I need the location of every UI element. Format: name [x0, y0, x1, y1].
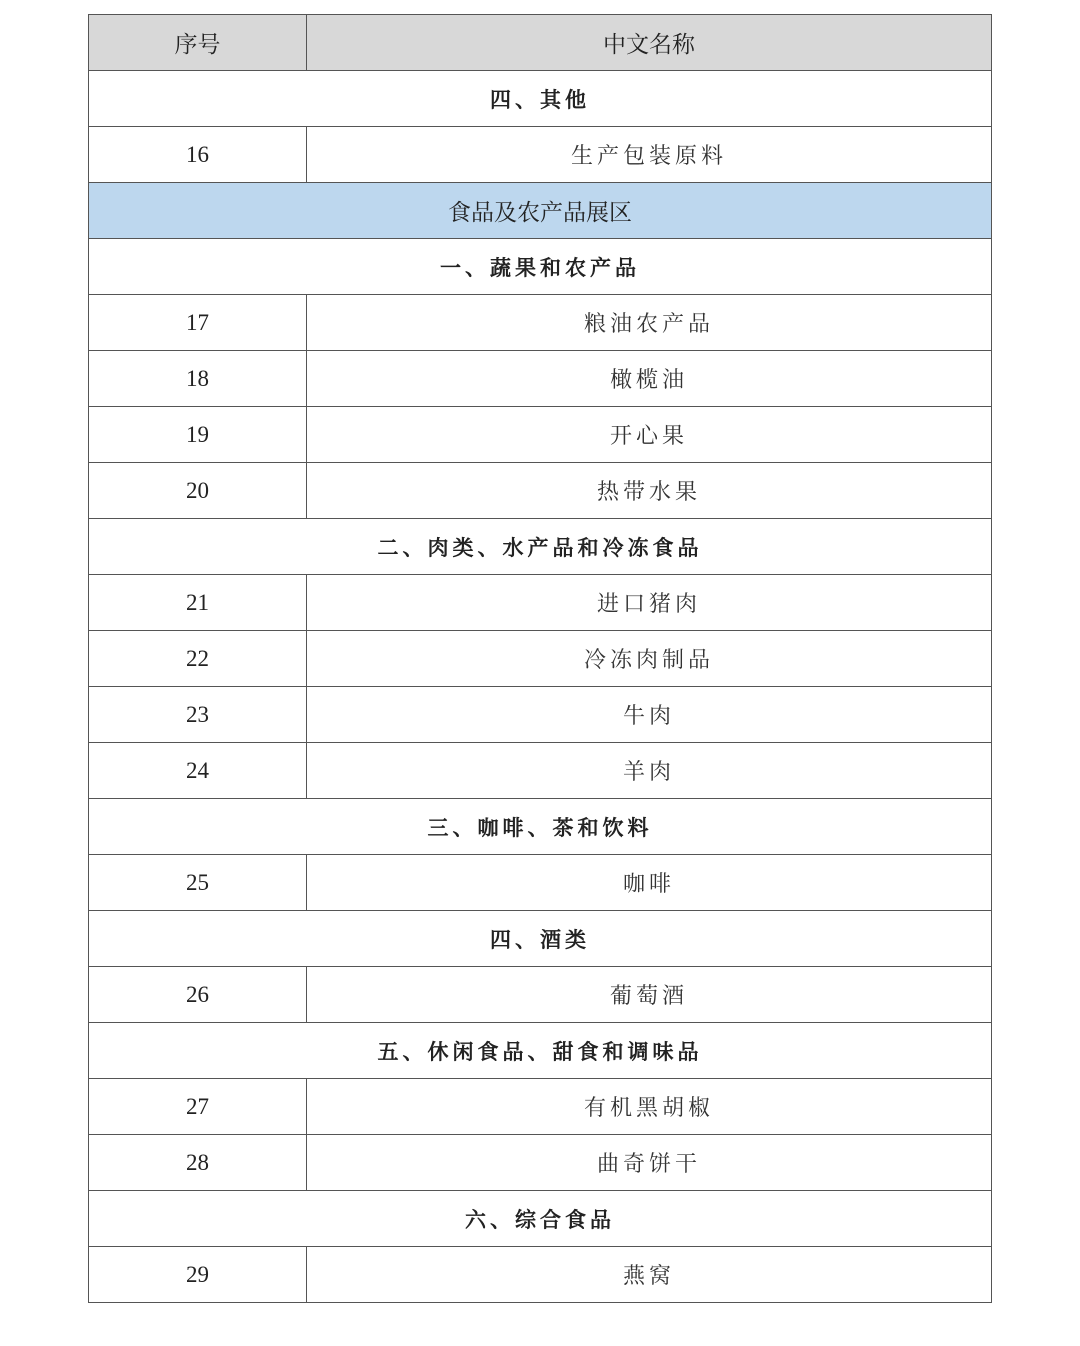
header-name: 中文名称	[307, 15, 992, 71]
row-number: 17	[89, 295, 307, 351]
table-row	[89, 631, 992, 687]
row-product-name: 开心果	[307, 407, 992, 463]
category-heading-row	[89, 1023, 992, 1079]
row-product-name: 葡萄酒	[307, 967, 992, 1023]
row-number: 18	[89, 351, 307, 407]
row-product-name: 燕窝	[307, 1247, 992, 1303]
row-product-name: 咖啡	[307, 855, 992, 911]
row-number: 19	[89, 407, 307, 463]
row-number: 27	[89, 1079, 307, 1135]
category-heading-row	[89, 71, 992, 127]
row-product-name: 有机黑胡椒	[307, 1079, 992, 1135]
table-body	[89, 71, 992, 1303]
product-table	[88, 14, 992, 1303]
row-number: 23	[89, 687, 307, 743]
row-product-name: 曲奇饼干	[307, 1135, 992, 1191]
row-number: 20	[89, 463, 307, 519]
table-row	[89, 351, 992, 407]
row-number: 24	[89, 743, 307, 799]
row-product-name: 粮油农产品	[307, 295, 992, 351]
row-product-name: 进口猪肉	[307, 575, 992, 631]
section-heading-row	[89, 183, 992, 239]
table-row	[89, 407, 992, 463]
row-product-name: 冷冻肉制品	[307, 631, 992, 687]
row-number: 28	[89, 1135, 307, 1191]
category-heading-row	[89, 799, 992, 855]
category-heading: 二、肉类、水产品和冷冻食品	[89, 519, 992, 575]
category-heading-row	[89, 519, 992, 575]
table-row	[89, 967, 992, 1023]
row-number: 25	[89, 855, 307, 911]
category-heading: 六、综合食品	[89, 1191, 992, 1247]
row-number: 26	[89, 967, 307, 1023]
table-row	[89, 855, 992, 911]
row-product-name: 橄榄油	[307, 351, 992, 407]
category-heading-row	[89, 911, 992, 967]
table-header-row	[89, 15, 992, 71]
table-row	[89, 575, 992, 631]
table-row	[89, 1247, 992, 1303]
row-product-name: 羊肉	[307, 743, 992, 799]
table-row	[89, 1135, 992, 1191]
row-product-name: 热带水果	[307, 463, 992, 519]
category-heading: 三、咖啡、茶和饮料	[89, 799, 992, 855]
row-number: 16	[89, 127, 307, 183]
table-row	[89, 687, 992, 743]
table-row	[89, 463, 992, 519]
category-heading: 四、其他	[89, 71, 992, 127]
table-row	[89, 127, 992, 183]
category-heading: 一、蔬果和农产品	[89, 239, 992, 295]
row-number: 22	[89, 631, 307, 687]
category-heading-row	[89, 1191, 992, 1247]
row-number: 21	[89, 575, 307, 631]
header-number: 序号	[89, 15, 307, 71]
category-heading-row	[89, 239, 992, 295]
row-product-name: 生产包装原料	[307, 127, 992, 183]
table-row	[89, 743, 992, 799]
row-number: 29	[89, 1247, 307, 1303]
category-heading: 四、酒类	[89, 911, 992, 967]
row-product-name: 牛肉	[307, 687, 992, 743]
table-row	[89, 295, 992, 351]
table-row	[89, 1079, 992, 1135]
section-heading: 食品及农产品展区	[89, 183, 992, 239]
category-heading: 五、休闲食品、甜食和调味品	[89, 1023, 992, 1079]
